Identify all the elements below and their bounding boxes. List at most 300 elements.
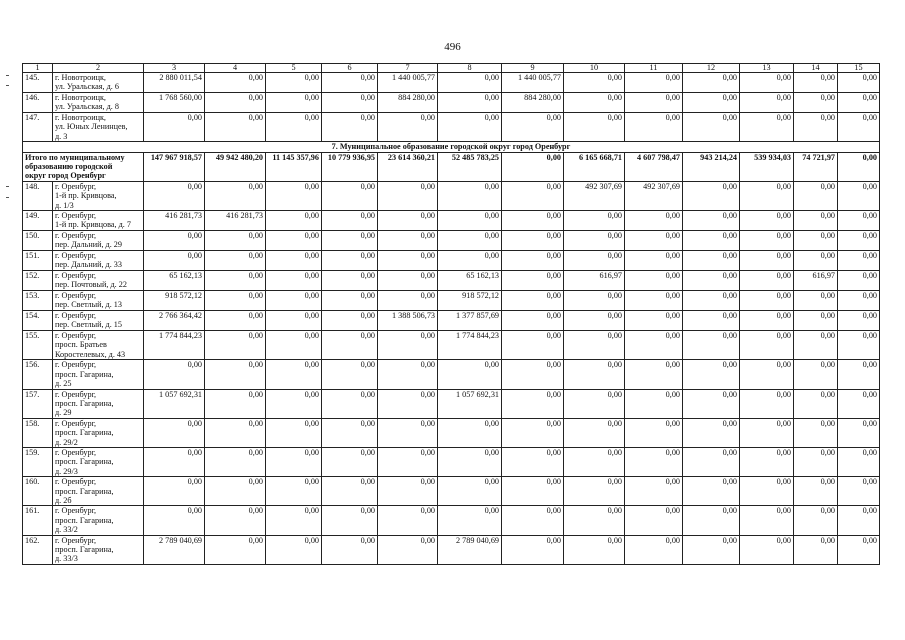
value-cell: 0,00 — [740, 389, 794, 418]
value-cell: 0,00 — [378, 181, 438, 210]
value-cell: 0,00 — [322, 93, 378, 113]
value-cell: 0,00 — [794, 447, 838, 476]
table-row — [23, 271, 880, 291]
column-number: 1 — [23, 64, 53, 73]
value-cell: 0,00 — [625, 360, 683, 389]
value-cell: 0,00 — [266, 331, 322, 360]
row-address: г. Оренбург, просп. Братьев Коростелевых, д. 43 — [53, 331, 144, 360]
value-cell: 0,00 — [438, 477, 502, 506]
value-cell: 0,00 — [144, 447, 205, 476]
column-number: 7 — [378, 64, 438, 73]
row-number: 155. — [23, 331, 53, 360]
row-number: 161. — [23, 506, 53, 535]
row-address: г. Оренбург, просп. Гагарина, д. 29/3 — [53, 447, 144, 476]
column-number: 15 — [838, 64, 880, 73]
value-cell: 0,00 — [502, 311, 564, 331]
value-cell: 0,00 — [322, 360, 378, 389]
value-cell: 0,00 — [438, 447, 502, 476]
value-cell: 0,00 — [205, 360, 266, 389]
value-cell: 0,00 — [683, 231, 740, 251]
value-cell: 0,00 — [683, 506, 740, 535]
value-cell: 0,00 — [740, 73, 794, 93]
column-number: 12 — [683, 64, 740, 73]
value-cell: 0,00 — [838, 477, 880, 506]
value-cell: 0,00 — [838, 535, 880, 564]
value-cell: 0,00 — [625, 447, 683, 476]
row-number: 153. — [23, 291, 53, 311]
value-cell: 0,00 — [205, 447, 266, 476]
value-cell: 0,00 — [794, 181, 838, 210]
value-cell: 0,00 — [838, 311, 880, 331]
value-cell: 0,00 — [838, 331, 880, 360]
margin-mark — [6, 85, 9, 86]
value-cell: 0,00 — [322, 113, 378, 142]
table-row — [23, 231, 880, 251]
value-cell: 0,00 — [266, 447, 322, 476]
value-cell: 0,00 — [683, 535, 740, 564]
value-cell: 0,00 — [266, 291, 322, 311]
value-cell: 0,00 — [266, 271, 322, 291]
value-cell: 0,00 — [794, 506, 838, 535]
section-row — [23, 142, 880, 152]
value-cell: 0,00 — [502, 418, 564, 447]
value-cell: 0,00 — [502, 535, 564, 564]
value-cell: 0,00 — [438, 181, 502, 210]
value-cell: 0,00 — [502, 389, 564, 418]
value-cell: 0,00 — [322, 447, 378, 476]
value-cell: 1 388 506,73 — [378, 311, 438, 331]
value-cell: 2 789 040,69 — [438, 535, 502, 564]
total-value: 49 942 480,20 — [205, 152, 266, 181]
value-cell: 0,00 — [205, 251, 266, 271]
total-value: 6 165 668,71 — [564, 152, 625, 181]
value-cell: 0,00 — [794, 251, 838, 271]
value-cell: 0,00 — [625, 73, 683, 93]
row-number: 149. — [23, 211, 53, 231]
value-cell: 0,00 — [564, 535, 625, 564]
value-cell: 0,00 — [378, 506, 438, 535]
row-number: 159. — [23, 447, 53, 476]
value-cell: 0,00 — [502, 506, 564, 535]
value-cell: 0,00 — [794, 231, 838, 251]
value-cell: 0,00 — [322, 418, 378, 447]
value-cell: 0,00 — [794, 331, 838, 360]
value-cell: 0,00 — [794, 477, 838, 506]
value-cell: 0,00 — [794, 73, 838, 93]
column-number: 11 — [625, 64, 683, 73]
value-cell: 0,00 — [266, 93, 322, 113]
row-number: 154. — [23, 311, 53, 331]
value-cell: 0,00 — [564, 231, 625, 251]
value-cell: 0,00 — [378, 389, 438, 418]
total-value: 52 485 783,25 — [438, 152, 502, 181]
row-address: г. Оренбург, просп. Гагарина, д. 33/2 — [53, 506, 144, 535]
value-cell: 0,00 — [502, 231, 564, 251]
section-title: 7. Муниципальное образование городской округ город Оренбург — [23, 142, 880, 152]
value-cell: 0,00 — [625, 477, 683, 506]
value-cell: 0,00 — [438, 113, 502, 142]
value-cell: 0,00 — [625, 231, 683, 251]
value-cell: 0,00 — [564, 506, 625, 535]
value-cell: 0,00 — [378, 535, 438, 564]
value-cell: 0,00 — [266, 251, 322, 271]
value-cell: 1 774 844,23 — [144, 331, 205, 360]
value-cell: 0,00 — [378, 418, 438, 447]
value-cell: 884 280,00 — [502, 93, 564, 113]
value-cell: 0,00 — [625, 418, 683, 447]
value-cell: 0,00 — [625, 535, 683, 564]
value-cell: 0,00 — [683, 211, 740, 231]
value-cell: 0,00 — [378, 477, 438, 506]
value-cell: 0,00 — [144, 360, 205, 389]
total-value: 10 779 936,95 — [322, 152, 378, 181]
value-cell: 0,00 — [266, 73, 322, 93]
value-cell: 65 162,13 — [438, 271, 502, 291]
row-number: 151. — [23, 251, 53, 271]
value-cell: 918 572,12 — [438, 291, 502, 311]
value-cell: 0,00 — [205, 231, 266, 251]
total-value: 11 145 357,96 — [266, 152, 322, 181]
value-cell: 0,00 — [564, 311, 625, 331]
value-cell: 0,00 — [625, 331, 683, 360]
value-cell: 0,00 — [625, 93, 683, 113]
value-cell: 0,00 — [564, 447, 625, 476]
value-cell: 0,00 — [378, 331, 438, 360]
value-cell: 2 789 040,69 — [144, 535, 205, 564]
value-cell: 0,00 — [144, 181, 205, 210]
value-cell: 2 880 011,54 — [144, 73, 205, 93]
value-cell: 0,00 — [740, 291, 794, 311]
column-number: 4 — [205, 64, 266, 73]
value-cell: 0,00 — [794, 113, 838, 142]
value-cell: 0,00 — [502, 211, 564, 231]
value-cell: 0,00 — [502, 331, 564, 360]
value-cell: 0,00 — [266, 418, 322, 447]
value-cell: 0,00 — [625, 291, 683, 311]
value-cell: 0,00 — [438, 211, 502, 231]
value-cell: 0,00 — [502, 447, 564, 476]
value-cell: 0,00 — [205, 73, 266, 93]
value-cell: 0,00 — [322, 291, 378, 311]
page-number: 496 — [444, 41, 461, 53]
value-cell: 0,00 — [740, 331, 794, 360]
value-cell: 0,00 — [322, 389, 378, 418]
value-cell: 0,00 — [322, 181, 378, 210]
value-cell: 616,97 — [564, 271, 625, 291]
row-number: 158. — [23, 418, 53, 447]
value-cell: 0,00 — [564, 251, 625, 271]
value-cell: 0,00 — [683, 331, 740, 360]
value-cell: 0,00 — [838, 418, 880, 447]
value-cell: 0,00 — [144, 477, 205, 506]
row-number: 146. — [23, 93, 53, 113]
value-cell: 0,00 — [794, 93, 838, 113]
value-cell: 0,00 — [683, 477, 740, 506]
value-cell: 0,00 — [322, 73, 378, 93]
value-cell: 0,00 — [144, 506, 205, 535]
column-number: 8 — [438, 64, 502, 73]
value-cell: 0,00 — [144, 418, 205, 447]
value-cell: 0,00 — [564, 418, 625, 447]
table-row — [23, 535, 880, 564]
value-cell: 0,00 — [794, 418, 838, 447]
value-cell: 0,00 — [502, 360, 564, 389]
value-cell: 0,00 — [740, 360, 794, 389]
value-cell: 0,00 — [838, 291, 880, 311]
value-cell: 0,00 — [266, 211, 322, 231]
value-cell: 0,00 — [322, 251, 378, 271]
value-cell: 0,00 — [794, 535, 838, 564]
value-cell: 0,00 — [205, 506, 266, 535]
margin-mark — [6, 75, 9, 76]
total-label: Итого по муниципальному образованию городской округ город Оренбург — [23, 152, 144, 181]
value-cell: 0,00 — [838, 113, 880, 142]
value-cell: 0,00 — [322, 271, 378, 291]
value-cell: 0,00 — [205, 331, 266, 360]
value-cell: 1 377 857,69 — [438, 311, 502, 331]
row-address: г. Оренбург, 1-й пр. Кривцова, д. 1/3 — [53, 181, 144, 210]
value-cell: 0,00 — [205, 477, 266, 506]
value-cell: 0,00 — [683, 360, 740, 389]
total-value: 0,00 — [502, 152, 564, 181]
total-value: 943 214,24 — [683, 152, 740, 181]
table-row — [23, 447, 880, 476]
total-value: 4 607 798,47 — [625, 152, 683, 181]
value-cell: 0,00 — [564, 389, 625, 418]
row-address: г. Оренбург, просп. Гагарина, д. 2б — [53, 477, 144, 506]
row-number: 150. — [23, 231, 53, 251]
row-address: г. Оренбург, пер. Почтовый, д. 22 — [53, 271, 144, 291]
table-row — [23, 251, 880, 271]
table-row — [23, 331, 880, 360]
value-cell: 0,00 — [838, 73, 880, 93]
value-cell: 0,00 — [683, 311, 740, 331]
row-address: г. Оренбург, пер. Дальний, д. 33 — [53, 251, 144, 271]
value-cell: 1 440 005,77 — [502, 73, 564, 93]
value-cell: 0,00 — [144, 231, 205, 251]
margin-mark — [6, 197, 9, 198]
value-cell: 0,00 — [438, 73, 502, 93]
column-number: 9 — [502, 64, 564, 73]
value-cell: 0,00 — [740, 93, 794, 113]
value-cell: 0,00 — [625, 271, 683, 291]
value-cell: 0,00 — [625, 251, 683, 271]
value-cell: 0,00 — [266, 477, 322, 506]
value-cell: 0,00 — [378, 211, 438, 231]
table-row — [23, 211, 880, 231]
value-cell: 0,00 — [683, 113, 740, 142]
value-cell: 0,00 — [683, 447, 740, 476]
table-row — [23, 291, 880, 311]
value-cell: 0,00 — [838, 389, 880, 418]
value-cell: 0,00 — [564, 93, 625, 113]
value-cell: 0,00 — [794, 211, 838, 231]
table-row — [23, 477, 880, 506]
column-number: 3 — [144, 64, 205, 73]
table-row — [23, 311, 880, 331]
column-number: 14 — [794, 64, 838, 73]
value-cell: 416 281,73 — [144, 211, 205, 231]
table-row — [23, 418, 880, 447]
value-cell: 0,00 — [266, 389, 322, 418]
row-address: г. Оренбург, пер. Дальний, д. 29 — [53, 231, 144, 251]
row-address: г. Оренбург, просп. Гагарина, д. 29 — [53, 389, 144, 418]
value-cell: 0,00 — [625, 506, 683, 535]
value-cell: 0,00 — [740, 181, 794, 210]
value-cell: 918 572,12 — [144, 291, 205, 311]
row-address: г. Оренбург, пер. Светлый, д. 15 — [53, 311, 144, 331]
total-value: 0,00 — [838, 152, 880, 181]
value-cell: 0,00 — [794, 389, 838, 418]
total-value: 74 721,97 — [794, 152, 838, 181]
row-address: г. Оренбург, просп. Гагарина, д. 29/2 — [53, 418, 144, 447]
value-cell: 0,00 — [740, 271, 794, 291]
value-cell: 0,00 — [205, 535, 266, 564]
value-cell: 0,00 — [740, 506, 794, 535]
value-cell: 0,00 — [740, 231, 794, 251]
value-cell: 0,00 — [502, 291, 564, 311]
value-cell: 0,00 — [564, 211, 625, 231]
value-cell: 616,97 — [794, 271, 838, 291]
value-cell: 0,00 — [205, 418, 266, 447]
value-cell: 0,00 — [838, 231, 880, 251]
value-cell: 0,00 — [502, 477, 564, 506]
value-cell: 0,00 — [502, 271, 564, 291]
value-cell: 0,00 — [266, 231, 322, 251]
value-cell: 0,00 — [740, 447, 794, 476]
column-number: 10 — [564, 64, 625, 73]
column-number: 6 — [322, 64, 378, 73]
value-cell: 884 280,00 — [378, 93, 438, 113]
value-cell: 0,00 — [322, 311, 378, 331]
column-number: 13 — [740, 64, 794, 73]
value-cell: 0,00 — [564, 360, 625, 389]
value-cell: 0,00 — [438, 506, 502, 535]
value-cell: 0,00 — [740, 113, 794, 142]
value-cell: 0,00 — [266, 311, 322, 331]
value-cell: 0,00 — [205, 113, 266, 142]
table-row — [23, 360, 880, 389]
row-address: г. Оренбург, 1-й пр. Кривцова, д. 7 — [53, 211, 144, 231]
total-value: 23 614 360,21 — [378, 152, 438, 181]
value-cell: 0,00 — [322, 211, 378, 231]
row-address: г. Оренбург, просп. Гагарина, д. 33/3 — [53, 535, 144, 564]
value-cell: 1 057 692,31 — [438, 389, 502, 418]
row-number: 152. — [23, 271, 53, 291]
value-cell: 0,00 — [438, 93, 502, 113]
value-cell: 0,00 — [625, 311, 683, 331]
value-cell: 0,00 — [438, 360, 502, 389]
value-cell: 0,00 — [740, 535, 794, 564]
value-cell: 1 774 844,23 — [438, 331, 502, 360]
value-cell: 0,00 — [502, 113, 564, 142]
value-cell: 0,00 — [564, 331, 625, 360]
value-cell: 0,00 — [144, 113, 205, 142]
value-cell: 0,00 — [683, 93, 740, 113]
value-cell: 0,00 — [378, 251, 438, 271]
value-cell: 1 768 560,00 — [144, 93, 205, 113]
value-cell: 0,00 — [794, 291, 838, 311]
row-number: 147. — [23, 113, 53, 142]
value-cell: 0,00 — [205, 271, 266, 291]
value-cell: 0,00 — [838, 251, 880, 271]
value-cell: 0,00 — [838, 181, 880, 210]
value-cell: 1 057 692,31 — [144, 389, 205, 418]
table-row — [23, 506, 880, 535]
value-cell: 0,00 — [838, 360, 880, 389]
value-cell: 0,00 — [378, 271, 438, 291]
value-cell: 0,00 — [683, 271, 740, 291]
value-cell: 0,00 — [625, 211, 683, 231]
value-cell: 0,00 — [378, 291, 438, 311]
column-number: 5 — [266, 64, 322, 73]
value-cell: 0,00 — [838, 211, 880, 231]
value-cell: 0,00 — [683, 251, 740, 271]
value-cell: 0,00 — [322, 506, 378, 535]
value-cell: 0,00 — [740, 418, 794, 447]
value-cell: 0,00 — [625, 389, 683, 418]
table-row — [23, 113, 880, 142]
row-address: г. Оренбург, просп. Гагарина, д. 25 — [53, 360, 144, 389]
value-cell: 0,00 — [378, 231, 438, 251]
row-address: г. Новотроицк, ул. Юных Ленинцев, д. 3 — [53, 113, 144, 142]
value-cell: 0,00 — [266, 506, 322, 535]
value-cell: 0,00 — [683, 291, 740, 311]
value-cell: 0,00 — [794, 360, 838, 389]
value-cell: 0,00 — [740, 251, 794, 271]
value-cell: 492 307,69 — [625, 181, 683, 210]
value-cell: 0,00 — [205, 291, 266, 311]
value-cell: 0,00 — [502, 181, 564, 210]
value-cell: 0,00 — [378, 447, 438, 476]
row-address: г. Новотроицк, ул. Уральская, д. 6 — [53, 73, 144, 93]
value-cell: 0,00 — [438, 251, 502, 271]
column-number-row — [23, 64, 880, 73]
value-cell: 0,00 — [205, 311, 266, 331]
value-cell: 0,00 — [564, 113, 625, 142]
value-cell: 416 281,73 — [205, 211, 266, 231]
value-cell: 0,00 — [740, 477, 794, 506]
row-number: 145. — [23, 73, 53, 93]
value-cell: 0,00 — [378, 113, 438, 142]
value-cell: 0,00 — [438, 418, 502, 447]
row-address: г. Оренбург, пер. Светлый, д. 13 — [53, 291, 144, 311]
row-address: г. Новотроицк, ул. Уральская, д. 8 — [53, 93, 144, 113]
table-row — [23, 93, 880, 113]
value-cell: 0,00 — [564, 477, 625, 506]
row-number: 148. — [23, 181, 53, 210]
value-cell: 492 307,69 — [564, 181, 625, 210]
value-cell: 0,00 — [266, 535, 322, 564]
value-cell: 0,00 — [683, 181, 740, 210]
value-cell: 0,00 — [322, 231, 378, 251]
budget-table — [22, 63, 880, 565]
value-cell: 0,00 — [740, 311, 794, 331]
row-number: 162. — [23, 535, 53, 564]
value-cell: 0,00 — [205, 93, 266, 113]
value-cell: 0,00 — [683, 73, 740, 93]
value-cell: 0,00 — [502, 251, 564, 271]
value-cell: 0,00 — [266, 113, 322, 142]
value-cell: 65 162,13 — [144, 271, 205, 291]
column-number: 2 — [53, 64, 144, 73]
value-cell: 0,00 — [322, 535, 378, 564]
row-number: 157. — [23, 389, 53, 418]
value-cell: 1 440 005,77 — [378, 73, 438, 93]
value-cell: 0,00 — [683, 418, 740, 447]
value-cell: 0,00 — [683, 389, 740, 418]
value-cell: 0,00 — [838, 271, 880, 291]
